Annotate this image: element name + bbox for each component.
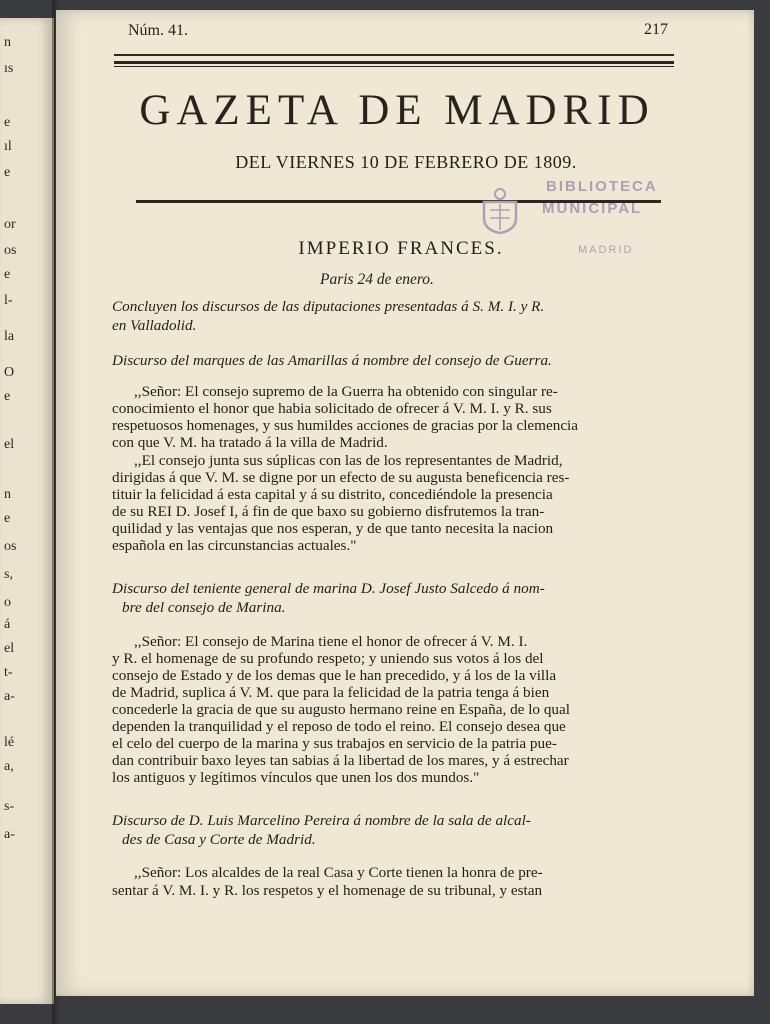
margin-fragment: os xyxy=(4,243,17,258)
margin-fragment: os xyxy=(4,539,17,554)
text-line: Discurso del marques de las Amarillas á nombre del consejo de Guerra. xyxy=(112,352,552,369)
margin-fragment: lé xyxy=(4,735,15,750)
stamp-line-3: MADRID xyxy=(578,244,634,256)
text-line: quilidad y las ventajas que nos esperan, y de que tanto necesita la nacion xyxy=(112,520,554,537)
text-line: conocimiento el honor que habia solicitado de ofrecer á V. M. I. y R. sus xyxy=(112,400,552,417)
issue-number: Núm. 41. xyxy=(128,22,188,39)
text-line: con que V. M. ha tratado á la villa de Madrid. xyxy=(112,434,388,451)
text-line: los antiguos y legítimos vínculos que unen los dos mundos." xyxy=(112,769,480,786)
text-line: dirigidas á que V. M. se digne por un efecto de su augusta beneficencia res- xyxy=(112,469,570,486)
text-line: el celo del cuerpo de la marina y sus trabajos en servicio de la patria pue- xyxy=(112,735,557,752)
margin-fragment: ıl xyxy=(4,139,12,154)
text-line: tituir la felicidad á esta capital y á su distrito, concediéndole la presencia xyxy=(112,486,553,503)
margin-fragment: ıs xyxy=(4,61,14,76)
margin-fragment: a, xyxy=(4,759,14,774)
margin-fragment: n xyxy=(4,35,11,50)
section-heading: IMPERIO FRANCES. xyxy=(298,238,504,259)
stamp-line-2: MUNICIPAL xyxy=(542,200,643,217)
text-line: de Madrid, suplica á V. M. que para la felicidad de la patria tenga á bien xyxy=(112,684,550,701)
text-line: ,,El consejo junta sus súplicas con las de los representantes de Madrid, xyxy=(134,452,563,469)
dateline: DEL VIERNES 10 DE FEBRERO DE 1809. xyxy=(235,152,577,172)
text-line: dan contribuir baxo leyes tan sabias á la libertad de los mares, y á estrechar xyxy=(112,752,569,769)
margin-fragment: e xyxy=(4,511,11,526)
margin-fragment: O xyxy=(4,365,15,380)
newspaper-page xyxy=(56,10,754,996)
facing-page-edge xyxy=(0,18,54,1004)
margin-fragment: e xyxy=(4,267,11,282)
margin-fragment: la xyxy=(4,329,15,344)
text-line: respetuosos homenages, y sus humildes acciones de gracias por la clemencia xyxy=(112,417,579,434)
masthead-title: GAZETA DE MADRID xyxy=(139,87,655,134)
stamp-line-1: BIBLIOTECA xyxy=(546,178,658,195)
header-rule-thin xyxy=(114,66,674,67)
margin-fragment: e xyxy=(4,115,11,130)
margin-fragment: a- xyxy=(4,689,15,704)
margin-fragment: e xyxy=(4,389,11,404)
crest-icon xyxy=(480,188,520,234)
text-line: Concluyen los discursos de las diputaciones presentadas á S. M. I. y R. xyxy=(112,298,545,315)
text-line: en Valladolid. xyxy=(112,317,197,334)
margin-fragment: el xyxy=(4,641,15,656)
text-line: ,,Señor: El consejo de Marina tiene el honor de ofrecer á V. M. I. xyxy=(134,633,528,650)
margin-fragment: t- xyxy=(4,665,13,680)
page-number: 217 xyxy=(644,21,668,38)
text-line: de su REI D. Josef I, á fin de que baxo su gobierno disfrutemos la tran- xyxy=(112,503,545,520)
text-line: española en las circunstancias actuales." xyxy=(112,537,357,554)
margin-fragment: n xyxy=(4,487,11,502)
text-line: Discurso de D. Luis Marcelino Pereira á nombre de la sala de alcal- xyxy=(112,812,531,829)
margin-fragment: l- xyxy=(4,293,13,308)
margin-fragment: or xyxy=(4,217,16,232)
margin-fragment: e xyxy=(4,165,11,180)
text-line: des de Casa y Corte de Madrid. xyxy=(122,831,316,848)
margin-fragment: a- xyxy=(4,827,15,842)
text-line: consejo de Estado y de los demas que le han precedido, y á los de la villa xyxy=(112,667,557,684)
margin-fragment: s- xyxy=(4,799,15,814)
margin-fragment: s, xyxy=(4,567,13,582)
place-date: Paris 24 de enero. xyxy=(320,271,434,288)
text-line: bre del consejo de Marina. xyxy=(122,599,286,616)
text-line: ,,Señor: El consejo supremo de la Guerra ha obtenido con singular re- xyxy=(134,383,558,400)
text-line: Discurso del teniente general de marina D. Josef Justo Salcedo á nom- xyxy=(112,580,545,597)
text-line: concederle la gracia de que su augusto hermano reine en España, de lo qual xyxy=(112,701,570,718)
text-line: y R. el homenage de su profundo respeto; y uniendo sus votos á los del xyxy=(112,650,544,667)
margin-fragment: á xyxy=(4,617,11,632)
margin-fragment: el xyxy=(4,437,15,452)
header-rule xyxy=(114,54,674,64)
margin-fragment: o xyxy=(4,595,11,610)
text-line: ,,Señor: Los alcaldes de la real Casa y Corte tienen la honra de pre- xyxy=(134,864,543,881)
text-line: sentar á V. M. I. y R. los respetos y el homenage de su tribunal, y estan xyxy=(112,882,543,899)
text-line: dependen la tranquilidad y el reposo de todo el reino. El consejo desea que xyxy=(112,718,566,735)
